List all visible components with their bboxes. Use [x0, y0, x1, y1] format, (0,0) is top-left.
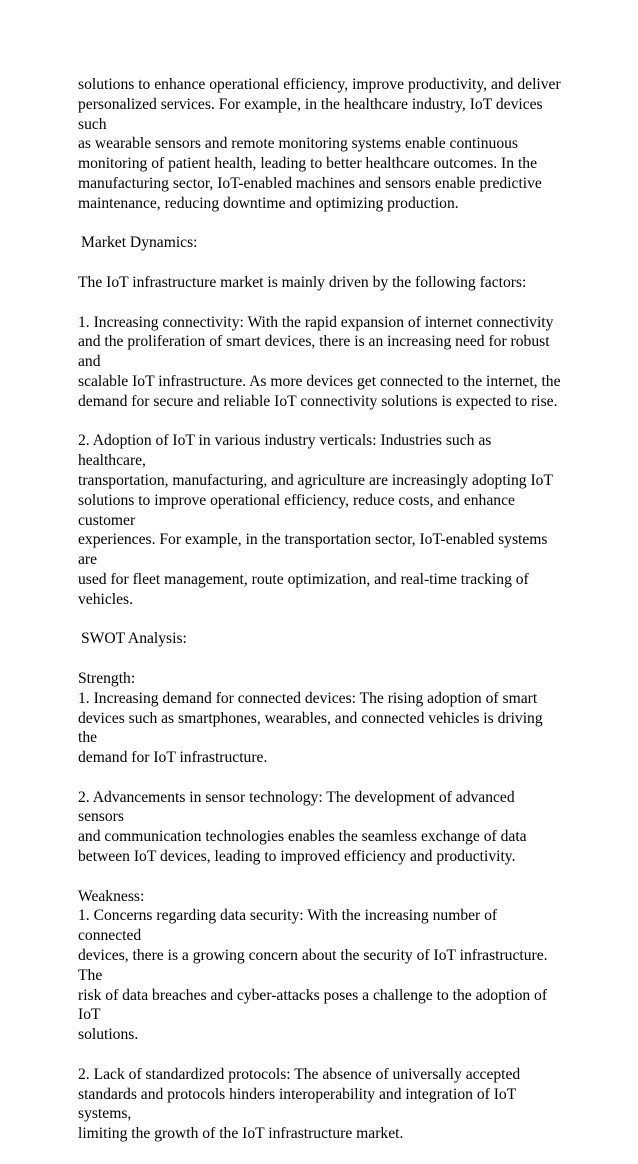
intro-paragraph: solutions to enhance operational efficiency, improve productivity, and deliver personalized services. For example, in the healthcare industry, IoT devices such as wearable sensors and remote monitoring systems enable continuous monitoring of patient health, leading to better healthcare outcomes. In the manufacturing sector, IoT-enabled machines and sensors enable predictive maintenance, reducing downtime and optimizing production. [78, 76, 561, 212]
strength-1-paragraph: 1. Increasing demand for connected devices: The rising adoption of smart devices such as smartphones, wearables, and connected vehicles is driving the demand for IoT infrastructure. [78, 689, 543, 767]
weakness-2-paragraph: 2. Lack of standardized protocols: The absence of universally accepted standards and protocols hinders interoperability and integration of IoT systems, limiting the growth of the IoT infrastructure market. [78, 1065, 521, 1143]
strength-label: Strength: [78, 669, 136, 687]
swot-heading: SWOT Analysis: [81, 630, 187, 648]
weakness-1-paragraph: 1. Concerns regarding data security: With the increasing number of connected devices, there is a growing concern about the security of IoT infrastructure. The risk of data breaches and cyber-attacks poses a challenge to the adoption of IoT solutions. [78, 907, 548, 1044]
weakness-label: Weakness: [78, 887, 145, 905]
factor-2-paragraph: 2. Adoption of IoT in various industry verticals: Industries such as healthcare, transportation, manufacturing, and agriculture are increasingly adopting IoT solutions to improve operational efficiency, reduce costs, and enhance customer experiences. For example, in the transportation sector, IoT-enabled systems are used for fleet management, route optimization, and real-time tracking of vehicles. [78, 432, 554, 608]
document-page [78, 75, 563, 1164]
strength-2-paragraph: 2. Advancements in sensor technology: The development of advanced sensors and communication technologies enables the seamless exchange of data between IoT devices, leading to improved efficiency and productivity. [78, 788, 527, 866]
market-lead-paragraph: The IoT infrastructure market is mainly driven by the following factors: [78, 273, 527, 291]
market-dynamics-heading: Market Dynamics: [81, 234, 198, 252]
factor-1-paragraph: 1. Increasing connectivity: With the rapid expansion of internet connectivity and the proliferation of smart devices, there is an increasing need for robust and scalable IoT infrastructure. As more devices get connected to the internet, the demand for secure and reliable IoT connectivity solutions is expected to rise. [78, 313, 561, 410]
